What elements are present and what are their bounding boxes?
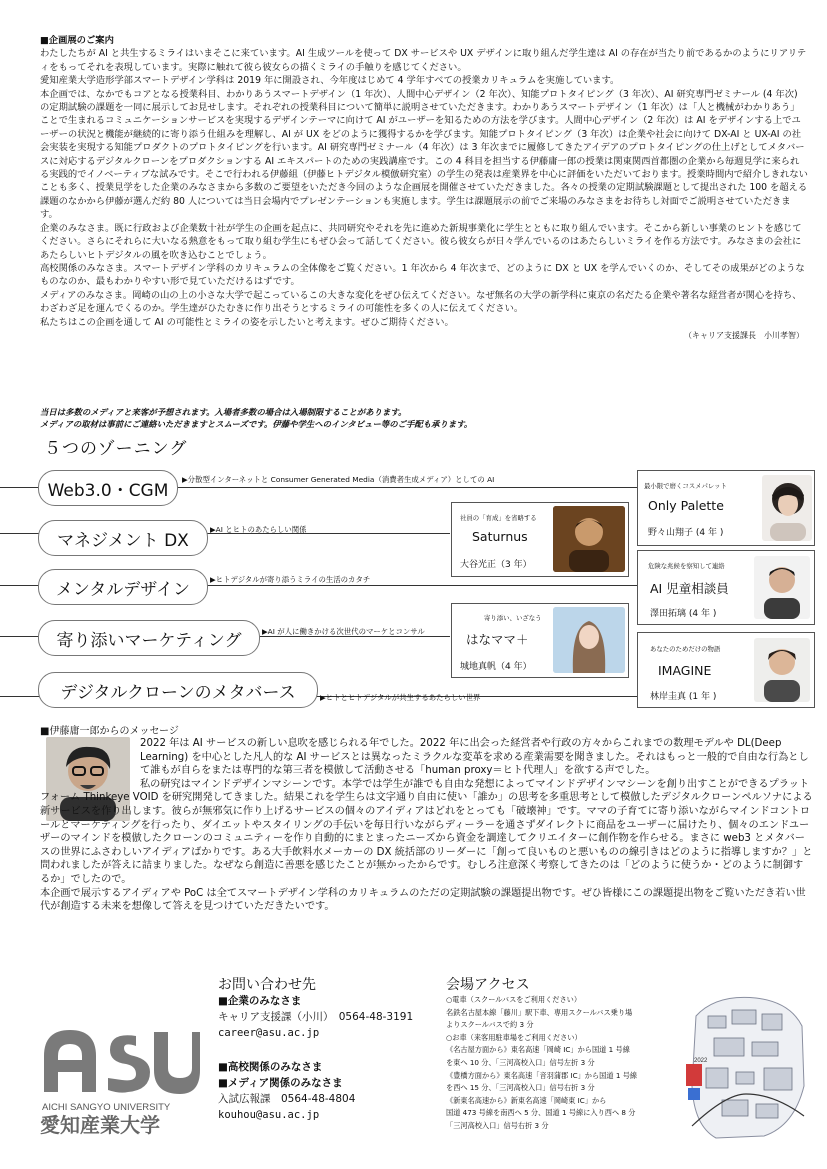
access-line: 《新東名高速から》新東名高速「岡崎東 IC」から: [446, 1095, 607, 1105]
intro-paragraph: わたしたちが AI と共生するミライはいまそこに来ています。AI 生成ツールを使って DX サービスや UX デザインに取り組んだ学生達は AI の存在が当たり前であるかのようにリアリティをもってそれを表現しています。実際に触れて彼ら彼女らの描くミライの手触りを感じてください。: [40, 48, 807, 73]
contact-school-heading: ■高校関係のみなさま: [218, 1061, 323, 1073]
intro-paragraph: 私たちはこの企画を通して AI の可能性とミライの姿を示したいと考えます。ぜひご期待ください。: [40, 316, 454, 328]
project-person: 澤田拓璃 (4 年 ): [650, 609, 717, 619]
intro-paragraph: 本企画では、なかでもコアとなる授業科目、わかりあうスマートデザイン（1 年次）、人間中心デザイン（2 年次）、知能プロトタイピング（3 年次）、AI 研究専門ゼミナール (4 年次) の定期試験の課題を一同に展示してお見せします。それぞれの授業科目について簡単に説明させていただきます。わかりあうスマートデザイン（1 年次）は「人と機械がわかりあう」ことで生まれるコミュニケーションサービスを実現するデザインテーマに向けて AI がユーザーを知るための方法を学びます。人間中心デザイン（2 年次）は AI をデザインする上でユーザーの状況と機能が継続的に寄り添う仕組みを理解し、AI が UX をどのように獲得するかを学びます。知能プロトタイピング（3 年次）は企業や社会に向けて DX-AI と UX-AI の社会実装を実現する知能プロダクトのプロトタイピングを行います。AI 研究専門ゼミナール（4 年次）は 3 年次までに履修してきたアイデアのプロトタイピングの仕上げとしてメタバースに対応するデジタルクローンをプロダクションする AI エキスパートのための実践講座です。この 4 科目を担当する伊藤庸一郎の授業は関東関西首都圏の企業から毎週見学に来られる実践的でイノベーティブな試みです。そこで行われる伊藤組（伊藤ヒトデジタル模倣研究室）の学生の発表は産業界を中心に評価をいただいております。授業時間内で紹介しきれないことも多く、授業見学をした企業のみなさまから多数のご要望をいただき今回のような企画展を開催させていただきました。各々の授業の定期試験課題として提出された 100 を超える課題のなかから伊藤が選んだ約 80 人については当日会場内でプレゼンテーションも実施します。学生は課題展示の前でご来場のみなさまをお待ちし対面でご説明させていただきます。: [40, 88, 808, 221]
university-logo: [40, 1016, 200, 1136]
project-name: Saturnus: [472, 529, 528, 544]
access-line: を東へ 10 分、「三河高校入口」信号左折 3 分: [446, 1057, 595, 1067]
zone-caption: ▶ヒトとヒトデジタルが共生するあたらしい世界: [320, 693, 481, 702]
project-card: [451, 603, 629, 678]
message-paragraph: 私の研究はマインドデザインマシーンです。本学では学生が誰でも自由な発想によってマインドデザインマシーンを創り出すことができるプラットフォーム Thinkeye VOID を研究開発してきました。結果これを学生らは文字通り自由に使い「誰か」の思考を多重思考として模倣したデジタルクローンペルソナによる新サービスを作り出します。彼らが無邪気に作り上げるサービスの個々のアイディアはどれをとっても「破壊神」です。ママの子育てに寄り添いながらマインドコントロールとマーケティングを行ったり、ダイエットやスタイリングの手伝いを毎日行いながらディーラーを通さずダイレクトに商品をユーザーに届けたり、個々のエンドユーザーのマインドを模倣したクローンのコミュニティーを作り自動的にまとまったニーズから資金を調達してクリエイターに創作物を作らせる。まさに web3 とメタバースの世界にふさわしいアイディアばかりです。ある大手飲料水メーカーの DX 統括部のリーダーに「創って良いものと悪いものの線引きはどのように指導しますか？」と問われましたが答えに詰まりました。なぜなら創造に善悪を感じたことが無かったからです。むしろ注意深く考察してきたのは「どのように使うか・どのように制御するか」でしたので。: [40, 778, 813, 885]
logo-english: AICHI SANGYO UNIVERSITY: [42, 1102, 171, 1113]
intro-signature: （キャリア支援課長 小川孝智）: [684, 330, 804, 340]
access-line: 「三河高校入口」信号右折 3 分: [446, 1120, 549, 1130]
zone-pill: メンタルデザイン: [38, 569, 208, 605]
project-card: [451, 502, 629, 577]
access-directions: [446, 994, 684, 1133]
notice-line: 当日は多数のメディアと来客が予想されます。入場者多数の場合は入場制限することがあります。: [40, 407, 407, 417]
message-body: [40, 737, 813, 914]
project-photo: [553, 607, 625, 673]
project-person: 城地真帆（4 年）: [460, 662, 532, 672]
contact-corp-heading: ■企業のみなさま: [218, 995, 302, 1007]
access-line: 《豊橋方面から》東名高速「音羽蒲郡 IC」から国道 1 号線: [446, 1070, 638, 1080]
zoning-title: ５つのゾーニング: [44, 439, 188, 459]
intro-paragraph: 愛知産業大学造形学部スマートデザイン学科は 2019 年に開設され、今年度はじめて 4 学年すべての授業カリキュラムを実施しています。: [40, 75, 620, 87]
project-name: AI 児童相談員: [650, 581, 729, 596]
project-person: 野々山翔子 (4 年 ): [648, 528, 724, 538]
zone-pill: マネジメント DX: [38, 520, 208, 556]
access-line: 国道 473 号線を南西へ 5 分、国道 1 号線に入り西へ 8 分: [446, 1108, 636, 1118]
message-paragraph: 2022 年は AI サービスの新しい息吹を感じられる年でした。2022 年に出会った経営者や行政の方々からこれまでの数理モデルや DL(Deep Learning) を中心とした凡人的な AI サービスとは異なったミラクルな変革を求める産業需要を聞きました。それはもっと一般的で自由な行為として誰もが自らをまたは専門的な第三者を模倣して活動させる「human proxy＝ヒト代理人」を欲する声でした。: [140, 738, 809, 777]
access-line: 名鉄名古屋本線「藤川」駅下車、専用スクールバス乗り場: [446, 1007, 633, 1017]
contact-heading: お問い合わせ先: [218, 977, 316, 993]
contact-section: [218, 993, 413, 1123]
notice-line: メディアの取材は事前にご連絡いただきますとスムーズです。伊藤や学生へのインタビュー等のご手配も承ります。: [40, 419, 473, 429]
message-paragraph: 本企画で展示するアイディアや PoC は全てスマートデザイン学科のカリキュラムのただの定期試験の課題提出物です。ぜひ皆様にこの課題提出物をご覧いただき若い世代が創造する未来を想像して答えを見つけていただきたいです。: [40, 887, 806, 913]
zone-caption: ▶分散型インターネットと Consumer Generated Media（消費者生成メディア）としての AI: [182, 475, 495, 484]
intro-paragraph: 高校関係のみなさま。スマートデザイン学科のカリキュラムの全体像をご覧ください。1 年次から 4 年次まで、どのように DX と UX を学んでいくのか、そしてその成果がどのようなものなのか、最もわかりやすい形で見ていただけるはずです。: [40, 262, 805, 288]
project-person: 大谷光正（3 年）: [460, 560, 532, 570]
intro-paragraph: メディアのみなさま。岡崎の山の上の小さな大学で起こっているこの大きな変化をぜひ伝えてください。なぜ無名の大学の新学科に東京の名だたる企業や著名な経営者が関心を持ち、わざわざ足を運んでくるのか。学生達がひたむきに作り出そうとするミライの可能性を多くの人に伝えてください。: [40, 289, 802, 315]
access-line: ○電車（スクールバスをご利用ください）: [446, 995, 582, 1004]
project-card: [637, 632, 815, 708]
access-line: ○お車（来客用駐車場をご利用ください）: [446, 1032, 582, 1042]
intro-heading: ■企画展のご案内: [40, 35, 114, 46]
contact-media-heading: ■メディア関係のみなさま: [218, 1077, 343, 1089]
project-photo: [762, 475, 812, 541]
access-line: を西へ 15 分、「三河高校入口」信号右折 3 分: [446, 1083, 595, 1093]
notice: [40, 406, 810, 430]
project-tag: 社員の「育成」を省略する: [460, 514, 537, 522]
logo-japanese: 愛知産業大学: [40, 1113, 160, 1136]
zone-caption: ▶ヒトデジタルが寄り添うミライの生活のカタチ: [210, 575, 371, 584]
project-name: はなママ＋: [466, 632, 529, 647]
project-name: IMAGINE: [658, 663, 712, 678]
project-tag: 最小限で磨くコスメパレット: [644, 482, 727, 490]
contact-corp-phone: キャリア支援課（小川） 0564-48-3191: [218, 1011, 414, 1023]
project-photo: [754, 556, 810, 619]
campus-map: [686, 976, 810, 1144]
contact-school-email[interactable]: kouhou@asu.ac.jp: [218, 1109, 320, 1121]
zone-pill: Web3.0・CGM: [38, 470, 178, 506]
project-card: [637, 470, 815, 546]
zone-caption: ▶AI が人に働きかける次世代のマーケとコンサル: [262, 627, 425, 636]
project-tag: 寄り添い、いざなう: [484, 614, 542, 622]
message-heading: ■伊藤庸一郎からのメッセージ: [40, 726, 179, 737]
access-line: 《名古屋方面から》東名高速「岡崎 IC」から国道 1 号線: [446, 1045, 630, 1055]
intro-paragraph: 企業のみなさま。既に行政および企業数十社が学生の企画を起点に、共同研究やそれを先に進めた新規事業化に学生とともに取り組んでいます。そこから新しい事業のヒントを感じてください。さらにそれらに大いなる熱意をもって取り組む学生にもぜひ会って話してください。彼ら彼女らが日々学んでいるのはあたらしいミライを作る方法です。みなさまの会社にあたらしいヒトデジタルの風を吹き込むことでしょう。: [40, 222, 802, 261]
zone-caption: ▶AI とヒトのあたらしい関係: [210, 525, 307, 534]
contact-school-phone: 入試広報課 0564-48-4804: [218, 1093, 356, 1105]
access-heading: 会場アクセス: [446, 977, 530, 993]
project-name: Only Palette: [648, 498, 724, 513]
project-photo: [754, 638, 810, 702]
map-label: 2022: [694, 1058, 708, 1064]
zone-pill: デジタルクローンのメタバース: [38, 672, 318, 708]
contact-corp-email[interactable]: career@asu.ac.jp: [218, 1027, 320, 1039]
project-person: 林岸圭真 (1 年 ): [650, 692, 717, 702]
project-card: [637, 550, 815, 625]
project-tag: 危険な兆候を察知して連絡: [648, 562, 725, 570]
intro-section: [40, 34, 808, 342]
access-line: よりスクールバスで約 3 分: [446, 1020, 534, 1030]
project-tag: あなたのためだけの物語: [650, 645, 721, 653]
project-photo: [553, 506, 625, 572]
zone-pill: 寄り添いマーケティング: [38, 620, 260, 656]
